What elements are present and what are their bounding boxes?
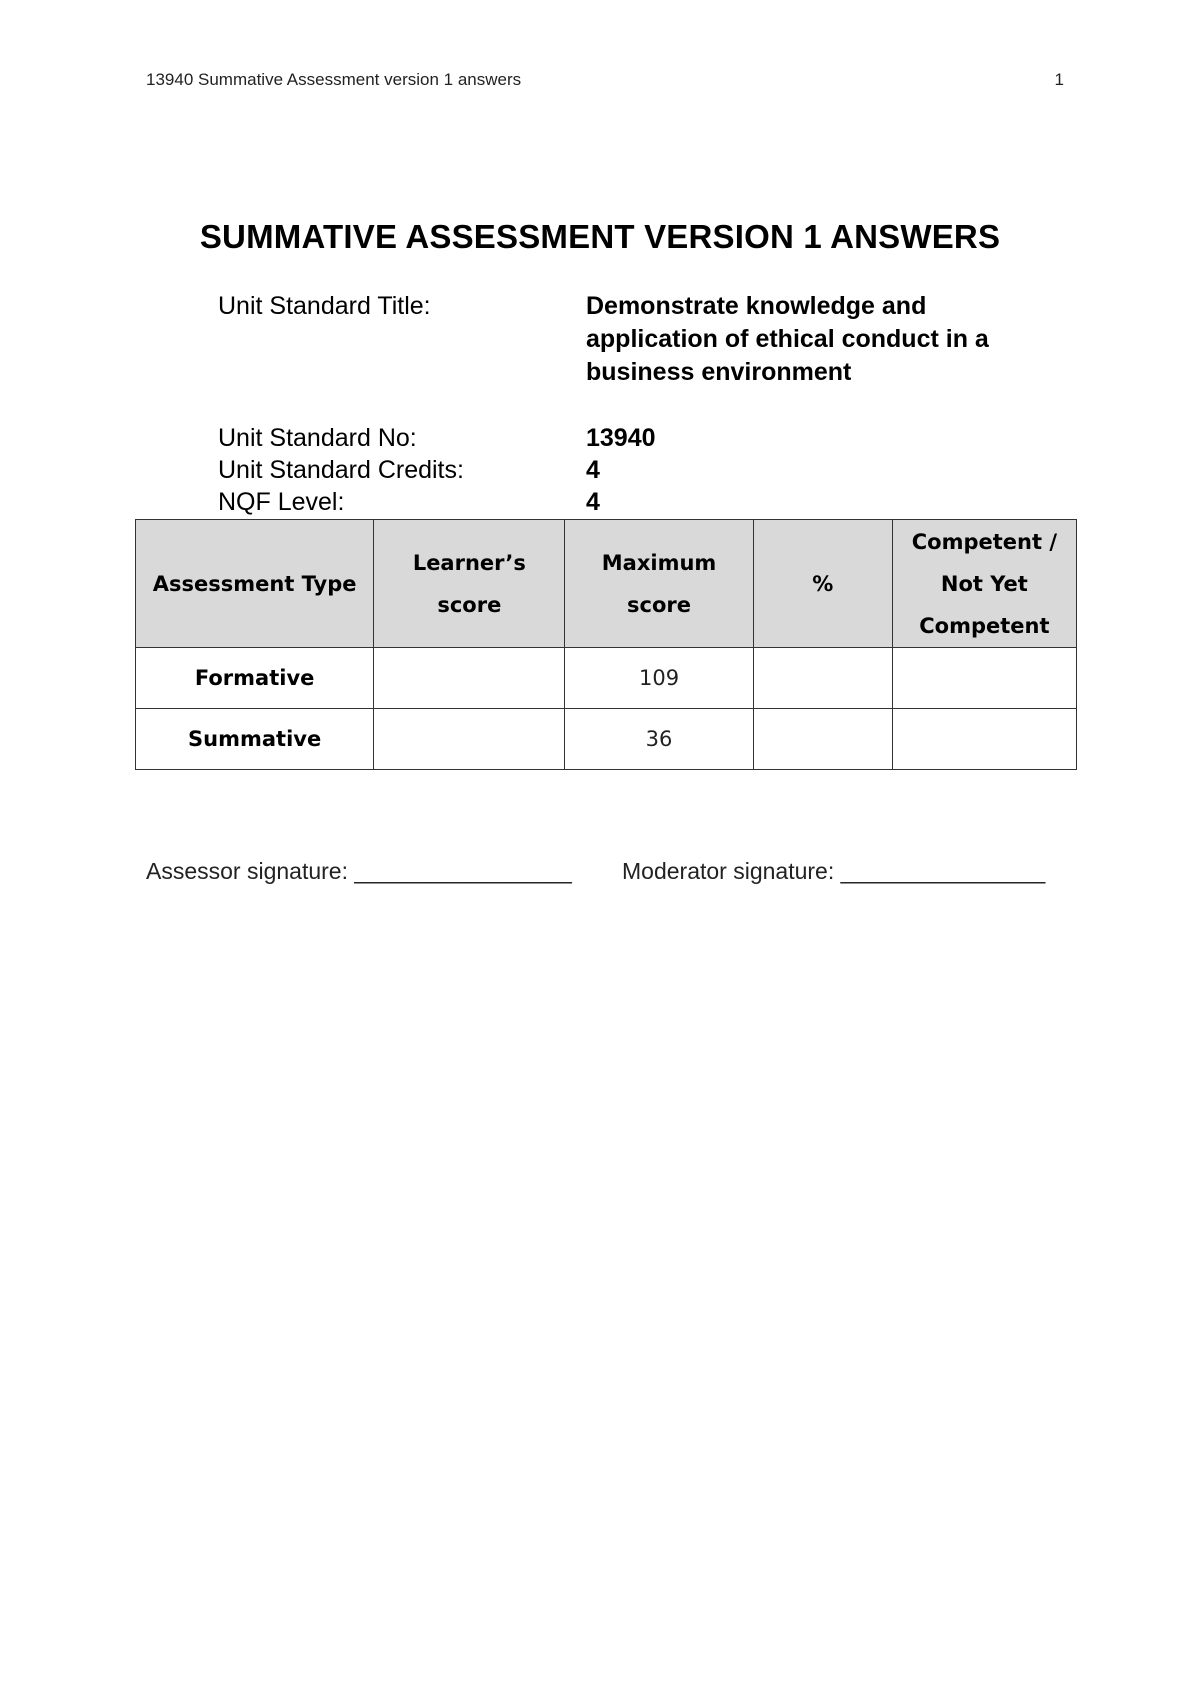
header-assessment-type: Assessment Type xyxy=(136,520,374,648)
unit-standard-title-row xyxy=(218,290,1078,389)
header-maximum-score xyxy=(565,520,753,648)
unit-standard-number-row xyxy=(218,422,1078,454)
unit-standard-title-line: Demonstrate knowledge and xyxy=(586,292,927,320)
unit-standard-credits-row xyxy=(218,454,1078,486)
table-row xyxy=(136,648,1077,709)
header-doc-ref: 13940 Summative Assessment version 1 answers xyxy=(146,70,522,89)
row-learners-score xyxy=(374,709,565,770)
row-percent xyxy=(753,648,892,709)
nqf-level-value: 4 xyxy=(586,488,600,516)
row-assessment-type: Formative xyxy=(136,648,374,709)
unit-standard-title-label: Unit Standard Title: xyxy=(218,292,431,320)
row-percent xyxy=(753,709,892,770)
assessment-score-table xyxy=(135,519,1077,770)
header-maximum-score-line: score xyxy=(627,592,692,617)
unit-standard-number-label: Unit Standard No: xyxy=(218,424,417,452)
header-competent-line: Not Yet xyxy=(940,571,1028,596)
header-maximum-score-line: Maximum xyxy=(601,550,717,575)
unit-standard-credits-value: 4 xyxy=(586,456,600,484)
header-learners-score xyxy=(374,520,565,648)
header-learners-score-line: score xyxy=(437,592,502,617)
nqf-level-row xyxy=(218,486,1078,518)
header-page-number: 1 xyxy=(1054,70,1064,89)
unit-standard-title-line: application of ethical conduct in a xyxy=(586,325,989,353)
row-assessment-type: Summative xyxy=(136,709,374,770)
moderator-signature-line: Moderator signature: ________________ xyxy=(622,858,1046,884)
header-learners-score-line: Learner’s xyxy=(412,550,526,575)
row-competent xyxy=(892,648,1076,709)
row-maximum-score: 36 xyxy=(565,709,753,770)
assessor-signature-line: Assessor signature: _________________ xyxy=(146,858,572,884)
unit-standard-title-line: business environment xyxy=(586,358,852,386)
page-title: SUMMATIVE ASSESSMENT VERSION 1 ANSWERS xyxy=(199,218,1001,255)
nqf-level-label: NQF Level: xyxy=(218,488,345,516)
table-row xyxy=(136,709,1077,770)
row-maximum-score: 109 xyxy=(565,648,753,709)
unit-standard-title-value xyxy=(586,290,989,389)
header-competent-line: Competent xyxy=(919,613,1050,638)
unit-standard-info xyxy=(218,290,1078,518)
table-header-row xyxy=(136,520,1077,648)
header-competent xyxy=(892,520,1076,648)
unit-standard-number-value: 13940 xyxy=(586,424,656,452)
header-competent-line: Competent / xyxy=(911,529,1058,554)
row-competent xyxy=(892,709,1076,770)
header-percent: % xyxy=(753,520,892,648)
row-learners-score xyxy=(374,648,565,709)
spacer xyxy=(218,389,1078,422)
unit-standard-credits-label: Unit Standard Credits: xyxy=(218,456,464,484)
